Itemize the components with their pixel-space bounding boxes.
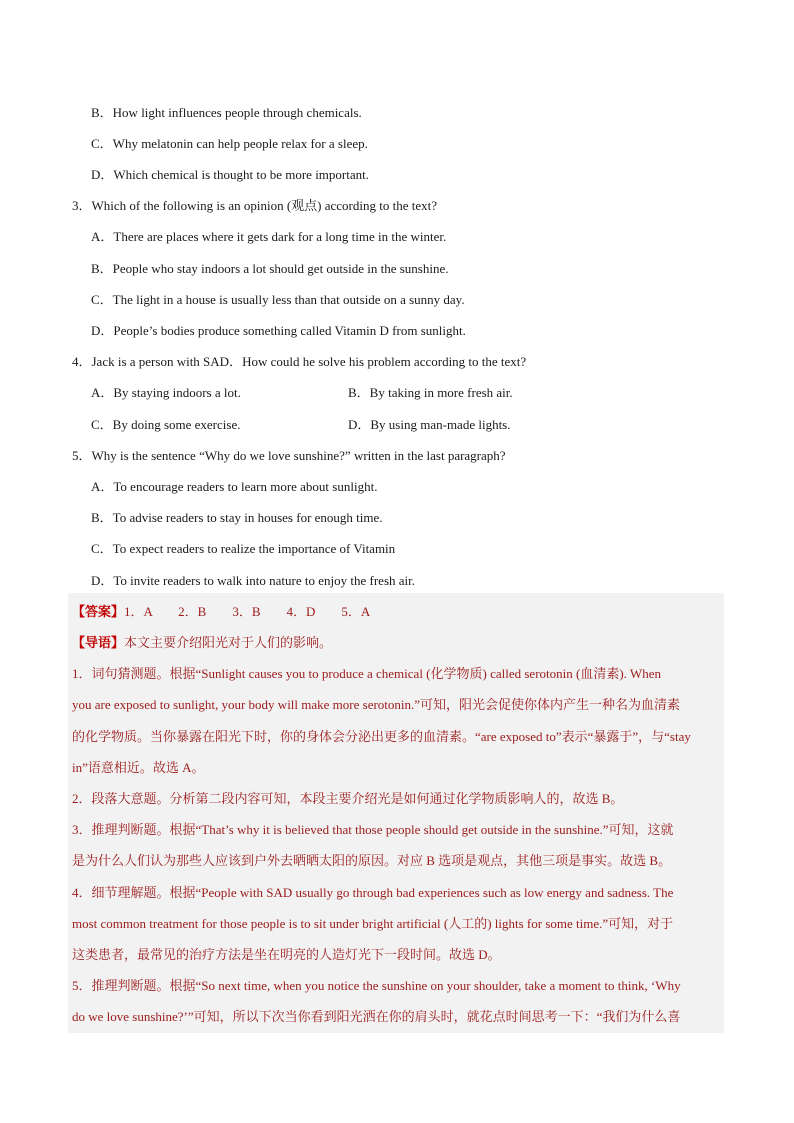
q3-stem: 3．Which of the following is an opinion (观点) according to the text? — [72, 198, 437, 213]
explanation-line: 的化学物质。当你暴露在阳光下时，你的身体会分泌出更多的血清素。“are exposed to”表示“暴露于”，与“stay — [72, 729, 691, 744]
q5-option-c: C．To expect readers to realize the importance of Vitamin — [91, 541, 396, 556]
q4-option-b: B．By taking in more fresh air. — [348, 385, 513, 400]
q4-stem: 4．Jack is a person with SAD．How could he solve his problem according to the text? — [72, 354, 527, 369]
q3-option-d: D．People’s bodies produce something called Vitamin D from sunlight. — [91, 323, 466, 338]
q4-option-d: D．By using man-made lights. — [348, 417, 511, 432]
explanation-line: 4．细节理解题。根据“People with SAD usually go through bad experiences such as low energy and sadness. The — [72, 885, 674, 900]
explanation-line: in”语意相近。故选 A。 — [72, 760, 205, 775]
answer-line — [72, 604, 370, 620]
answer-section — [68, 593, 724, 1033]
q4-option-c: C．By doing some exercise. — [91, 417, 241, 432]
explanation-line: 是为什么人们认为那些人应该到户外去晒晒太阳的原因。对应 B 选项是观点，其他三项是事实。故选 B。 — [72, 853, 672, 868]
q5-stem: 5．Why is the sentence “Why do we love sunshine?” written in the last paragraph? — [72, 448, 506, 463]
guide-label: 【导语】 — [72, 635, 125, 650]
answer-text: 1．A 2．B 3．B 4．D 5．A — [124, 604, 371, 619]
explanation-line: do we love sunshine?’”可知，所以下次当你看到阳光洒在你的肩头时，就花点时间思考一下：“我们为什么喜 — [72, 1009, 681, 1024]
explanation-line: you are exposed to sunlight, your body will make more serotonin.”可知，阳光会促使你体内产生一种名为血清素 — [72, 697, 681, 712]
guide-line — [72, 635, 332, 651]
guide-text: 本文主要介绍阳光对于人们的影响。 — [124, 635, 333, 650]
q3-option-a: A．There are places where it gets dark for a long time in the winter. — [91, 229, 447, 244]
q3-option-c: C．The light in a house is usually less than that outside on a sunny day. — [91, 292, 465, 307]
q2-option-c: C．Why melatonin can help people relax for a sleep. — [91, 136, 368, 151]
explanation-line: 5．推理判断题。根据“So next time, when you notice the sunshine on your shoulder, take a moment to think, ‘Why — [72, 978, 681, 993]
explanation-line: 2．段落大意题。分析第二段内容可知，本段主要介绍光是如何通过化学物质影响人的，故选 B。 — [72, 791, 624, 806]
explanation-line: 3．推理判断题。根据“That’s why it is believed that those people should get outside in the sunshine.”可知，这就 — [72, 822, 674, 837]
q5-option-a: A．To encourage readers to learn more about sunlight. — [91, 479, 378, 494]
q5-option-d: D．To invite readers to walk into nature to enjoy the fresh air. — [91, 573, 415, 588]
q3-option-b: B．People who stay indoors a lot should get outside in the sunshine. — [91, 261, 449, 276]
explanation-line: 这类患者，最常见的治疗方法是坐在明亮的人造灯光下一段时间。故选 D。 — [72, 947, 501, 962]
q5-option-b: B．To advise readers to stay in houses for enough time. — [91, 510, 383, 525]
q2-option-b: B．How light influences people through chemicals. — [91, 105, 362, 120]
explanation-line: 1．词句猜测题。根据“Sunlight causes you to produce a chemical (化学物质) called serotonin (血清素). When — [72, 666, 661, 681]
explanation-line: most common treatment for those people is to sit under bright artificial (人工的) lights for some time.”可知，对于 — [72, 916, 674, 931]
answer-label: 【答案】 — [72, 604, 125, 619]
q4-option-a: A．By staying indoors a lot. — [91, 385, 241, 400]
q2-option-d: D．Which chemical is thought to be more important. — [91, 167, 369, 182]
